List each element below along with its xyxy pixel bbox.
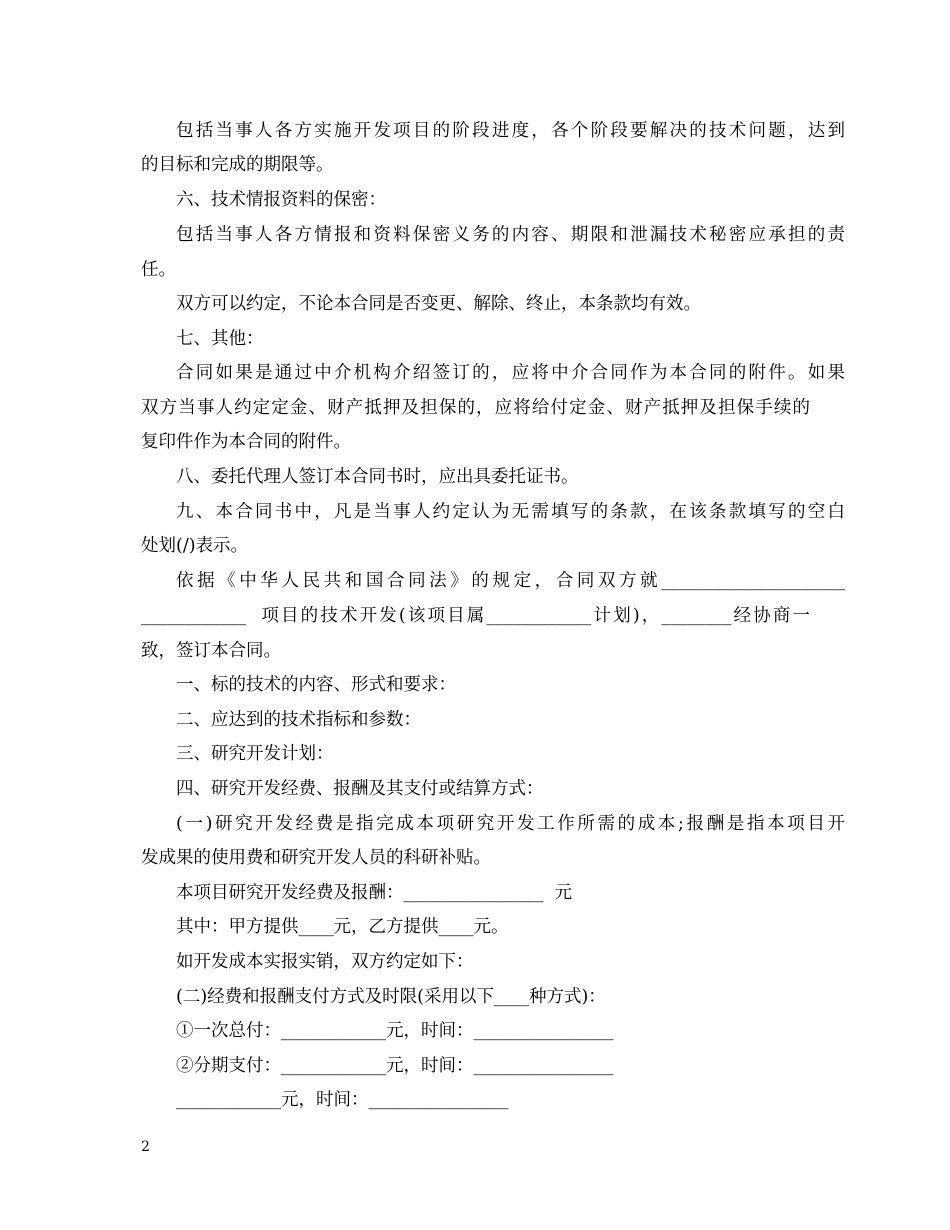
section-heading: 九、本合同书中，凡是当事人约定认为无需填写的条款，在该条款填写的空白 <box>176 502 845 522</box>
text-line: 包括当事人各方实施开发项目的阶段进度，各个阶段要解决的技术问题，达到 <box>176 121 845 141</box>
section-heading: 八、委托代理人签订本合同书时，应出具委托证书。 <box>176 467 579 487</box>
text-line: 的目标和完成的期限等。 <box>141 155 334 175</box>
text-line: 发成果的使用费和研究开发人员的科研补贴。 <box>141 848 491 868</box>
section-heading: 一、标的技术的内容、形式和要求： <box>176 675 456 695</box>
section-heading: 七、其他： <box>176 329 264 349</box>
text-line: ②分期支付：____________元，时间：________________ <box>176 1056 614 1076</box>
text-line: ____________元，时间：________________ <box>176 1090 509 1110</box>
text-line: ①一次总付：____________元，时间：________________ <box>176 1021 614 1041</box>
text-line: 处划(/)表示。 <box>141 536 249 556</box>
text-line: 包括当事人各方情报和资料保密义务的内容、期限和泄漏技术秘密应承担的责 <box>176 225 845 245</box>
text-line: 合同如果是通过中介机构介绍签订的，应将中介合同作为本合同的附件。如果 <box>176 363 845 383</box>
text-line: (二)经费和报酬支付方式及时限(采用以下____种方式)： <box>176 987 606 1007</box>
text-line: 如开发成本实报实销，双方约定如下： <box>176 952 474 972</box>
text-line: ____________ 项目的技术开发(该项目属____________计划)，________经协商一 <box>141 606 810 626</box>
text-line: 复印件作为本合同的附件。 <box>141 432 351 452</box>
text-line: 双方当事人约定定金、财产抵押及担保的，应将给付定金、财产抵押及担保手续的 <box>141 398 810 418</box>
text-line: 本项目研究开发经费及报酬：________________ 元 <box>176 883 573 903</box>
text-line: 任。 <box>141 260 176 280</box>
section-heading: 四、研究开发经费、报酬及其支付或结算方式： <box>176 779 544 799</box>
section-heading: 三、研究开发计划： <box>176 744 334 764</box>
section-heading: 六、技术情报资料的保密： <box>176 190 386 210</box>
text-line: (一)研究开发经费是指完成本项研究开发工作所需的成本;报酬是指本项目开 <box>176 814 845 834</box>
text-line: 依据《中华人民共和国合同法》的规定，合同双方就_____________________ <box>176 571 845 591</box>
section-heading: 二、应达到的技术指标和参数： <box>176 710 421 730</box>
text-line: 双方可以约定，不论本合同是否变更、解除、终止，本条款均有效。 <box>176 294 701 314</box>
text-line: 其中：甲方提供____元，乙方提供____元。 <box>176 917 509 937</box>
text-line: 致，签订本合同。 <box>141 641 281 661</box>
page-number: 2 <box>141 1139 150 1155</box>
